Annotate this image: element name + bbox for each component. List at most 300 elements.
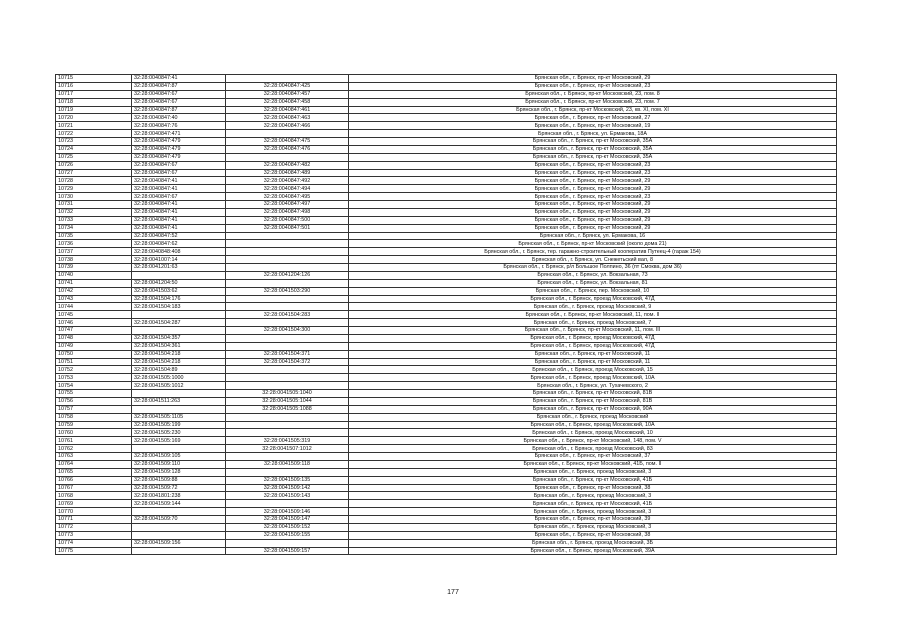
- land-parcel-cadastral-number-cell: 32:28:0040847:41: [132, 201, 226, 209]
- table-row: [56, 437, 837, 445]
- table-row: [56, 201, 837, 209]
- land-parcel-cadastral-number-cell: 32:28:0040847:41: [132, 75, 226, 83]
- address-cell: Брянская обл., г. Брянск, проезд Московский, 47Д: [349, 295, 837, 303]
- object-cadastral-number-cell: 32:28:0041509:118: [226, 460, 349, 468]
- object-cadastral-number-cell: [226, 334, 349, 342]
- table-row: [56, 311, 837, 319]
- row-number-cell: 10774: [56, 539, 132, 547]
- object-cadastral-number-cell: [226, 319, 349, 327]
- table-row: [56, 358, 837, 366]
- row-number-cell: 10724: [56, 145, 132, 153]
- land-parcel-cadastral-number-cell: 32:28:0041504:183: [132, 303, 226, 311]
- row-number-cell: 10716: [56, 82, 132, 90]
- table-row: [56, 350, 837, 358]
- row-number-cell: 10725: [56, 153, 132, 161]
- object-cadastral-number-cell: [226, 75, 349, 83]
- address-cell: Брянская обл., г. Брянск, пр-кт Московский, 23: [349, 82, 837, 90]
- row-number-cell: 10746: [56, 319, 132, 327]
- row-number-cell: 10760: [56, 429, 132, 437]
- object-cadastral-number-cell: [226, 374, 349, 382]
- address-cell: Брянская обл., г. Брянск, проезд Московский, 47Д: [349, 334, 837, 342]
- object-cadastral-number-cell: 32:28:0040847:482: [226, 161, 349, 169]
- row-number-cell: 10729: [56, 185, 132, 193]
- row-number-cell: 10727: [56, 169, 132, 177]
- table-row: [56, 334, 837, 342]
- table-row: [56, 390, 837, 398]
- row-number-cell: 10752: [56, 366, 132, 374]
- object-cadastral-number-cell: 32:28:0041509:146: [226, 508, 349, 516]
- address-cell: Брянская обл., г. Брянск, пр-кт Московский, 35А: [349, 153, 837, 161]
- registry-table-body: [56, 75, 837, 555]
- object-cadastral-number-cell: 32:28:0041503:290: [226, 287, 349, 295]
- row-number-cell: 10773: [56, 531, 132, 539]
- address-cell: Брянская обл., г. Брянск, проезд Московский, 47Д: [349, 342, 837, 350]
- table-row: [56, 516, 837, 524]
- table-row: [56, 130, 837, 138]
- object-cadastral-number-cell: [226, 342, 349, 350]
- land-parcel-cadastral-number-cell: [132, 405, 226, 413]
- row-number-cell: 10759: [56, 421, 132, 429]
- land-parcel-cadastral-number-cell: 32:28:0040847:67: [132, 161, 226, 169]
- table-row: [56, 413, 837, 421]
- object-cadastral-number-cell: [226, 130, 349, 138]
- land-parcel-cadastral-number-cell: 32:28:0041509:144: [132, 500, 226, 508]
- land-parcel-cadastral-number-cell: 32:28:0040847:41: [132, 224, 226, 232]
- address-cell: Брянская обл., г. Брянск, проезд Московский, 15: [349, 366, 837, 374]
- address-cell: Брянская обл., г. Брянск, пр-кт Московский, 11, пом. III: [349, 327, 837, 335]
- address-cell: Брянская обл., г. Брянск, ул. Тухачевского, 2: [349, 382, 837, 390]
- table-row: [56, 98, 837, 106]
- table-row: [56, 271, 837, 279]
- row-number-cell: 10728: [56, 177, 132, 185]
- row-number-cell: 10741: [56, 279, 132, 287]
- object-cadastral-number-cell: 32:28:0040847:461: [226, 106, 349, 114]
- address-cell: Брянская обл., г. Брянск, пр-кт Московский, 38: [349, 484, 837, 492]
- row-number-cell: 10715: [56, 75, 132, 83]
- object-cadastral-number-cell: [226, 256, 349, 264]
- table-row: [56, 193, 837, 201]
- address-cell: Брянская обл., г. Брянск, пр-кт Московский, 29: [349, 201, 837, 209]
- object-cadastral-number-cell: 32:28:0040847:495: [226, 193, 349, 201]
- object-cadastral-number-cell: 32:28:0041504:372: [226, 358, 349, 366]
- row-number-cell: 10771: [56, 516, 132, 524]
- table-row: [56, 547, 837, 555]
- object-cadastral-number-cell: 32:28:0040847:494: [226, 185, 349, 193]
- table-row: [56, 287, 837, 295]
- row-number-cell: 10751: [56, 358, 132, 366]
- table-row: [56, 122, 837, 130]
- address-cell: Брянская обл., г. Брянск, пр-кт Московский, 81В: [349, 397, 837, 405]
- table-row: [56, 75, 837, 83]
- row-number-cell: 10763: [56, 453, 132, 461]
- table-row: [56, 177, 837, 185]
- land-parcel-cadastral-number-cell: 32:28:0041505:1105: [132, 413, 226, 421]
- row-number-cell: 10768: [56, 492, 132, 500]
- object-cadastral-number-cell: 32:28:0040847:500: [226, 216, 349, 224]
- object-cadastral-number-cell: 32:28:0041204:126: [226, 271, 349, 279]
- row-number-cell: 10733: [56, 216, 132, 224]
- object-cadastral-number-cell: 32:28:0040847:476: [226, 145, 349, 153]
- address-cell: Брянская обл., г. Брянск, ул. Ермакова, 18А: [349, 130, 837, 138]
- object-cadastral-number-cell: [226, 279, 349, 287]
- land-parcel-cadastral-number-cell: 32:28:0040847:41: [132, 177, 226, 185]
- land-parcel-cadastral-number-cell: 32:28:0040847:62: [132, 240, 226, 248]
- address-cell: Брянская обл., г. Брянск, пр-кт Московский, 29: [349, 177, 837, 185]
- land-parcel-cadastral-number-cell: [132, 271, 226, 279]
- row-number-cell: 10732: [56, 208, 132, 216]
- row-number-cell: 10718: [56, 98, 132, 106]
- land-parcel-cadastral-number-cell: [132, 508, 226, 516]
- row-number-cell: 10753: [56, 374, 132, 382]
- land-parcel-cadastral-number-cell: 32:28:0040847:67: [132, 193, 226, 201]
- row-number-cell: 10756: [56, 397, 132, 405]
- row-number-cell: 10761: [56, 437, 132, 445]
- object-cadastral-number-cell: 32:28:0041509:157: [226, 547, 349, 555]
- land-parcel-cadastral-number-cell: [132, 445, 226, 453]
- object-cadastral-number-cell: 32:28:0041507:1012: [226, 445, 349, 453]
- row-number-cell: 10717: [56, 90, 132, 98]
- row-number-cell: 10775: [56, 547, 132, 555]
- object-cadastral-number-cell: [226, 421, 349, 429]
- row-number-cell: 10754: [56, 382, 132, 390]
- table-row: [56, 216, 837, 224]
- land-parcel-cadastral-number-cell: [132, 390, 226, 398]
- object-cadastral-number-cell: [226, 366, 349, 374]
- object-cadastral-number-cell: 32:28:0041505:1088: [226, 405, 349, 413]
- land-parcel-cadastral-number-cell: 32:28:0040848:408: [132, 248, 226, 256]
- object-cadastral-number-cell: [226, 539, 349, 547]
- object-cadastral-number-cell: 32:28:0040847:475: [226, 138, 349, 146]
- table-row: [56, 508, 837, 516]
- registry-table: [55, 74, 837, 555]
- address-cell: Брянская обл., г. Брянск, пр-кт Московский, 11: [349, 350, 837, 358]
- land-parcel-cadastral-number-cell: 32:28:0041504:361: [132, 342, 226, 350]
- table-row: [56, 256, 837, 264]
- address-cell: Брянская обл., г. Брянск, пр-кт Московский, 23, кв. XI, пом. XI: [349, 106, 837, 114]
- address-cell: Брянская обл., г. Брянск, пер. Московский, 10: [349, 287, 837, 295]
- object-cadastral-number-cell: 32:28:0041509:155: [226, 531, 349, 539]
- table-row: [56, 421, 837, 429]
- row-number-cell: 10735: [56, 232, 132, 240]
- land-parcel-cadastral-number-cell: 32:28:0041505:1012: [132, 382, 226, 390]
- address-cell: Брянская обл., г. Брянск, пр-кт Московский, 37: [349, 453, 837, 461]
- land-parcel-cadastral-number-cell: [132, 311, 226, 319]
- land-parcel-cadastral-number-cell: 32:28:0040847:87: [132, 106, 226, 114]
- land-parcel-cadastral-number-cell: 32:28:0040847:41: [132, 185, 226, 193]
- table-row: [56, 185, 837, 193]
- land-parcel-cadastral-number-cell: [132, 327, 226, 335]
- object-cadastral-number-cell: [226, 264, 349, 272]
- object-cadastral-number-cell: [226, 382, 349, 390]
- object-cadastral-number-cell: 32:28:0041504:371: [226, 350, 349, 358]
- land-parcel-cadastral-number-cell: 32:28:0041504:357: [132, 334, 226, 342]
- row-number-cell: 10767: [56, 484, 132, 492]
- row-number-cell: 10719: [56, 106, 132, 114]
- address-cell: Брянская обл., г. Брянск, пр-кт Московский, 11: [349, 358, 837, 366]
- table-row: [56, 500, 837, 508]
- address-cell: Брянская обл., г. Брянск, пр-кт Московский, 41Б: [349, 500, 837, 508]
- table-row: [56, 342, 837, 350]
- address-cell: Брянская обл., г. Брянск, пр-кт Московский (около дома 21): [349, 240, 837, 248]
- address-cell: Брянская обл., г. Брянск, пр-кт Московский, 23: [349, 169, 837, 177]
- object-cadastral-number-cell: [226, 429, 349, 437]
- land-parcel-cadastral-number-cell: 32:28:0041201:63: [132, 264, 226, 272]
- table-row: [56, 492, 837, 500]
- address-cell: Брянская обл., г. Брянск, проезд Московский, 3: [349, 492, 837, 500]
- table-row: [56, 405, 837, 413]
- object-cadastral-number-cell: [226, 153, 349, 161]
- row-number-cell: 10731: [56, 201, 132, 209]
- object-cadastral-number-cell: 32:28:0041509:143: [226, 492, 349, 500]
- land-parcel-cadastral-number-cell: 32:28:0041505:199: [132, 421, 226, 429]
- object-cadastral-number-cell: [226, 413, 349, 421]
- address-cell: Брянская обл., г. Брянск, проезд Московский, 10А: [349, 421, 837, 429]
- row-number-cell: 10740: [56, 271, 132, 279]
- row-number-cell: 10762: [56, 445, 132, 453]
- land-parcel-cadastral-number-cell: 32:28:0041505:169: [132, 437, 226, 445]
- row-number-cell: 10745: [56, 311, 132, 319]
- address-cell: Брянская обл., г. Брянск, пр-кт Московский, 23: [349, 161, 837, 169]
- land-parcel-cadastral-number-cell: [132, 523, 226, 531]
- object-cadastral-number-cell: 32:28:0040847:458: [226, 98, 349, 106]
- row-number-cell: 10738: [56, 256, 132, 264]
- object-cadastral-number-cell: 32:28:0041509:152: [226, 523, 349, 531]
- table-row: [56, 303, 837, 311]
- row-number-cell: 10723: [56, 138, 132, 146]
- land-parcel-cadastral-number-cell: 32:28:0041509:70: [132, 516, 226, 524]
- land-parcel-cadastral-number-cell: 32:28:0041204:50: [132, 279, 226, 287]
- address-cell: Брянская обл., г. Брянск, пр-кт Московский, 81В: [349, 390, 837, 398]
- object-cadastral-number-cell: 32:28:0041505:319: [226, 437, 349, 445]
- address-cell: Брянская обл., г. Брянск, пр-кт Московский, 29: [349, 224, 837, 232]
- land-parcel-cadastral-number-cell: 32:28:0040847:67: [132, 98, 226, 106]
- land-parcel-cadastral-number-cell: 32:28:0041509:105: [132, 453, 226, 461]
- land-parcel-cadastral-number-cell: 32:28:0040847:479: [132, 145, 226, 153]
- address-cell: Брянская обл., г. Брянск, пр-кт Московский, 29: [349, 208, 837, 216]
- row-number-cell: 10736: [56, 240, 132, 248]
- land-parcel-cadastral-number-cell: [132, 531, 226, 539]
- object-cadastral-number-cell: [226, 240, 349, 248]
- row-number-cell: 10720: [56, 114, 132, 122]
- row-number-cell: 10766: [56, 476, 132, 484]
- object-cadastral-number-cell: 32:28:0041509:147: [226, 516, 349, 524]
- row-number-cell: 10757: [56, 405, 132, 413]
- table-row: [56, 208, 837, 216]
- table-row: [56, 397, 837, 405]
- table-row: [56, 523, 837, 531]
- row-number-cell: 10739: [56, 264, 132, 272]
- row-number-cell: 10749: [56, 342, 132, 350]
- table-row: [56, 531, 837, 539]
- address-cell: Брянская обл., г. Брянск, пр-кт Московский, 90А: [349, 405, 837, 413]
- land-parcel-cadastral-number-cell: 32:28:0041504:218: [132, 350, 226, 358]
- land-parcel-cadastral-number-cell: 32:28:0040847:76: [132, 122, 226, 130]
- land-parcel-cadastral-number-cell: 32:28:0041503:62: [132, 287, 226, 295]
- table-row: [56, 264, 837, 272]
- land-parcel-cadastral-number-cell: 32:28:0041504:218: [132, 358, 226, 366]
- table-row: [56, 445, 837, 453]
- land-parcel-cadastral-number-cell: 32:28:0041505:1000: [132, 374, 226, 382]
- land-parcel-cadastral-number-cell: 32:28:0040847:52: [132, 232, 226, 240]
- table-row: [56, 382, 837, 390]
- table-row: [56, 153, 837, 161]
- land-parcel-cadastral-number-cell: 32:28:0041504:176: [132, 295, 226, 303]
- object-cadastral-number-cell: 32:28:0040847:425: [226, 82, 349, 90]
- object-cadastral-number-cell: [226, 295, 349, 303]
- table-row: [56, 327, 837, 335]
- table-row: [56, 429, 837, 437]
- table-row: [56, 224, 837, 232]
- object-cadastral-number-cell: 32:28:0041504:283: [226, 311, 349, 319]
- land-parcel-cadastral-number-cell: 32:28:0041509:110: [132, 460, 226, 468]
- address-cell: Брянская обл., г. Брянск, проезд Московский, 3: [349, 508, 837, 516]
- address-cell: Брянская обл., г. Брянск, проезд Московский, 7: [349, 319, 837, 327]
- address-cell: Брянская обл., г. Брянск, пр-кт Московский, 148, пом. V: [349, 437, 837, 445]
- page-number: 177: [447, 589, 459, 596]
- land-parcel-cadastral-number-cell: 32:28:0041511:263: [132, 397, 226, 405]
- row-number-cell: 10730: [56, 193, 132, 201]
- address-cell: Брянская обл., г. Брянск, тер. гаражно-строительный кооператив Путеец-4 (гараж 154): [349, 248, 837, 256]
- table-row: [56, 138, 837, 146]
- row-number-cell: 10734: [56, 224, 132, 232]
- address-cell: Брянская обл., г. Брянск, пр-кт Московский, 27: [349, 114, 837, 122]
- land-parcel-cadastral-number-cell: 32:28:0040847:41: [132, 208, 226, 216]
- object-cadastral-number-cell: 32:28:0040847:463: [226, 114, 349, 122]
- land-parcel-cadastral-number-cell: 32:28:0041509:72: [132, 484, 226, 492]
- row-number-cell: 10744: [56, 303, 132, 311]
- table-row: [56, 145, 837, 153]
- table-row: [56, 114, 837, 122]
- address-cell: Брянская обл., г. Брянск, р/л Большое Полпино, 36 (пт Смоква, дом 36): [349, 264, 837, 272]
- object-cadastral-number-cell: 32:28:0041509:135: [226, 476, 349, 484]
- table-row: [56, 161, 837, 169]
- land-parcel-cadastral-number-cell: 32:28:0040847:67: [132, 169, 226, 177]
- object-cadastral-number-cell: [226, 500, 349, 508]
- object-cadastral-number-cell: [226, 453, 349, 461]
- address-cell: Брянская обл., г. Брянск, ул. Вокзальная, 73: [349, 271, 837, 279]
- row-number-cell: 10750: [56, 350, 132, 358]
- row-number-cell: 10772: [56, 523, 132, 531]
- address-cell: Брянская обл., г. Брянск, проезд Московский, 3Б: [349, 539, 837, 547]
- address-cell: Брянская обл., г. Брянск, проезд Московский, 10: [349, 429, 837, 437]
- land-parcel-cadastral-number-cell: 32:28:0041509:156: [132, 539, 226, 547]
- object-cadastral-number-cell: 32:28:0040847:497: [226, 201, 349, 209]
- table-row: [56, 374, 837, 382]
- land-parcel-cadastral-number-cell: 32:28:0040847:479: [132, 153, 226, 161]
- address-cell: Брянская обл., г. Брянск, проезд Московский, 83: [349, 445, 837, 453]
- address-cell: Брянская обл., г. Брянск, пр-кт Московский, 29: [349, 75, 837, 83]
- object-cadastral-number-cell: 32:28:0040847:489: [226, 169, 349, 177]
- table-row: [56, 248, 837, 256]
- address-cell: Брянская обл., г. Брянск, проезд Московский, 3: [349, 523, 837, 531]
- table-row: [56, 295, 837, 303]
- object-cadastral-number-cell: [226, 232, 349, 240]
- object-cadastral-number-cell: 32:28:0041505:1044: [226, 397, 349, 405]
- land-parcel-cadastral-number-cell: 32:28:0040847:40: [132, 114, 226, 122]
- row-number-cell: 10737: [56, 248, 132, 256]
- address-cell: Брянская обл., г. Брянск, ул. Вокзальная, 81: [349, 279, 837, 287]
- row-number-cell: 10755: [56, 390, 132, 398]
- address-cell: Брянская обл., г. Брянск, проезд Московский: [349, 413, 837, 421]
- land-parcel-cadastral-number-cell: 32:28:0040847:41: [132, 216, 226, 224]
- address-cell: Брянская обл., г. Брянск, пр-кт Московский, 23, пом. 8: [349, 90, 837, 98]
- address-cell: Брянская обл., г. Брянск, пр-кт Московский, 11, пом. II: [349, 311, 837, 319]
- address-cell: Брянская обл., г. Брянск, проезд Московский, 9: [349, 303, 837, 311]
- land-parcel-cadastral-number-cell: 32:28:0040847:67: [132, 90, 226, 98]
- address-cell: Брянская обл., г. Брянск, ул. Снежетьский вал, 8: [349, 256, 837, 264]
- address-cell: Брянская обл., г. Брянск, пр-кт Московский, 35А: [349, 138, 837, 146]
- table-row: [56, 453, 837, 461]
- table-row: [56, 539, 837, 547]
- address-cell: Брянская обл., г. Брянск, пр-кт Московский, 38: [349, 531, 837, 539]
- table-row: [56, 476, 837, 484]
- object-cadastral-number-cell: 32:28:0040847:492: [226, 177, 349, 185]
- address-cell: Брянская обл., г. Брянск, проезд Московский, 10А: [349, 374, 837, 382]
- land-parcel-cadastral-number-cell: 32:28:0040847:87: [132, 82, 226, 90]
- row-number-cell: 10765: [56, 468, 132, 476]
- land-parcel-cadastral-number-cell: 32:28:0040847:471: [132, 130, 226, 138]
- table-row: [56, 468, 837, 476]
- land-parcel-cadastral-number-cell: 32:28:0041505:230: [132, 429, 226, 437]
- address-cell: Брянская обл., г. Брянск, проезд Московский, 3: [349, 468, 837, 476]
- row-number-cell: 10721: [56, 122, 132, 130]
- table-row: [56, 366, 837, 374]
- land-parcel-cadastral-number-cell: 32:28:0041504:89: [132, 366, 226, 374]
- address-cell: Брянская обл., г. Брянск, пр-кт Московский, 29: [349, 185, 837, 193]
- address-cell: Брянская обл., г. Брянск, пр-кт Московский, 29: [349, 216, 837, 224]
- row-number-cell: 10769: [56, 500, 132, 508]
- row-number-cell: 10722: [56, 130, 132, 138]
- address-cell: Брянская обл., г. Брянск, пр-кт Московский, 23: [349, 193, 837, 201]
- address-cell: Брянская обл., г. Брянск, пр-кт Московский, 19: [349, 122, 837, 130]
- row-number-cell: 10743: [56, 295, 132, 303]
- table-row: [56, 232, 837, 240]
- table-row: [56, 82, 837, 90]
- table-row: [56, 169, 837, 177]
- row-number-cell: 10758: [56, 413, 132, 421]
- object-cadastral-number-cell: [226, 468, 349, 476]
- object-cadastral-number-cell: 32:28:0041505:1040: [226, 390, 349, 398]
- object-cadastral-number-cell: 32:28:0041509:142: [226, 484, 349, 492]
- address-cell: Брянская обл., г. Брянск, пр-кт Московский, 41Б: [349, 476, 837, 484]
- object-cadastral-number-cell: [226, 303, 349, 311]
- address-cell: Брянская обл., г. Брянск, пр-кт Московский, 35А: [349, 145, 837, 153]
- address-cell: Брянская обл., г. Брянск, ул. Ермакова, 16: [349, 232, 837, 240]
- address-cell: Брянская обл., г. Брянск, пр-кт Московский, 41Б, пом. II: [349, 460, 837, 468]
- object-cadastral-number-cell: 32:28:0041504:300: [226, 327, 349, 335]
- land-parcel-cadastral-number-cell: 32:28:0041504:287: [132, 319, 226, 327]
- object-cadastral-number-cell: 32:28:0040847:466: [226, 122, 349, 130]
- land-parcel-cadastral-number-cell: 32:28:0041509:88: [132, 476, 226, 484]
- object-cadastral-number-cell: [226, 248, 349, 256]
- row-number-cell: 10764: [56, 460, 132, 468]
- object-cadastral-number-cell: 32:28:0040847:457: [226, 90, 349, 98]
- table-row: [56, 106, 837, 114]
- table-row: [56, 460, 837, 468]
- row-number-cell: 10748: [56, 334, 132, 342]
- land-parcel-cadastral-number-cell: [132, 547, 226, 555]
- address-cell: Брянская обл., г. Брянск, пр-кт Московский, 23, пом. 7: [349, 98, 837, 106]
- address-cell: Брянская обл., г. Брянск, проезд Московский, 39А: [349, 547, 837, 555]
- table-row: [56, 90, 837, 98]
- row-number-cell: 10726: [56, 161, 132, 169]
- land-parcel-cadastral-number-cell: 32:28:0040847:479: [132, 138, 226, 146]
- land-parcel-cadastral-number-cell: 32:28:0041801:238: [132, 492, 226, 500]
- row-number-cell: 10747: [56, 327, 132, 335]
- land-parcel-cadastral-number-cell: 32:28:0041509:128: [132, 468, 226, 476]
- object-cadastral-number-cell: 32:28:0040847:498: [226, 208, 349, 216]
- table-row: [56, 279, 837, 287]
